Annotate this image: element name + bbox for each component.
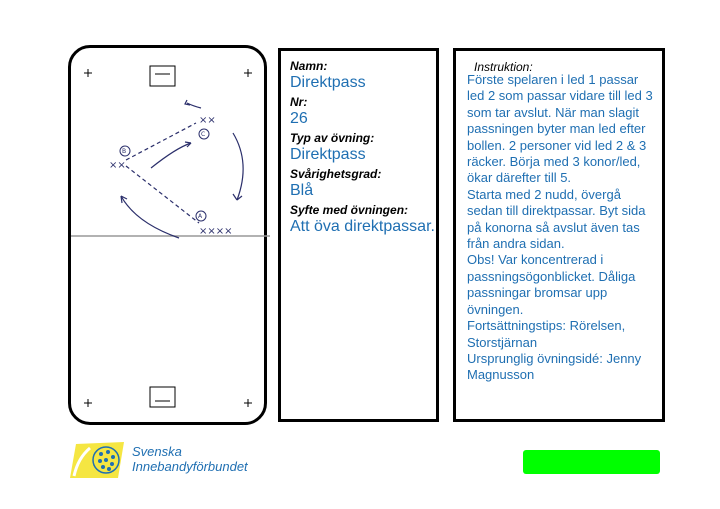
bottom-goal (150, 387, 175, 407)
svg-text:××××: ×××× (199, 226, 233, 237)
drill-lines (109, 100, 243, 238)
position-markers (120, 129, 209, 221)
rink-diagram (68, 45, 267, 425)
corner-marks (84, 69, 252, 407)
type-value: Direktpass (290, 146, 366, 163)
name-value: Direktpass (290, 74, 366, 91)
svg-text:A: A (198, 213, 203, 220)
drill-info-panel (278, 48, 439, 422)
svg-text:××: ×× (109, 160, 126, 171)
svg-text:××: ×× (199, 115, 216, 126)
instructions-panel (453, 48, 665, 422)
instruction-paragraph: Fortsättningstips: Rörelsen, Storstjärnan (467, 318, 626, 350)
purpose-value: Att öva direktpassar. (290, 218, 435, 235)
purpose-label: Syfte med övningen: (290, 203, 409, 217)
instruction-paragraph: Starta med 2 nudd, övergå sedan till direktpassar. Byt sida på konorna så avslut även tas från andra sidan. (467, 186, 646, 252)
nr-value: 26 (290, 110, 308, 127)
top-goal (150, 66, 175, 86)
nr-label: Nr: (290, 95, 308, 109)
instructions-title: Instruktion: (474, 60, 533, 74)
type-label: Typ av övning: (290, 131, 375, 145)
floorball-icon (70, 440, 130, 480)
difficulty-value: Blå (290, 182, 314, 199)
name-label: Namn: (290, 59, 328, 73)
logo-line-2: Innebandyförbundet (132, 459, 248, 474)
svg-text:C: C (201, 131, 206, 138)
instructions-text (467, 72, 656, 384)
federation-logo (70, 440, 270, 480)
logo-line-1: Svenska (132, 444, 182, 459)
instruction-paragraph: Ursprunglig övningsidé: Jenny Magnusson (467, 350, 642, 383)
instruction-paragraph: Obs! Var koncentrerad i passningsögonblicket. Dåliga passningar bromsar upp övningen. (467, 252, 636, 317)
svg-text:B: B (122, 148, 127, 155)
difficulty-label: Svårighetsgrad: (290, 167, 382, 181)
instruction-paragraph: Förste spelaren i led 1 passar led 2 som passar vidare till led 3 som tar avslut. När man slagit passningen byter man led efter bollen. 2 personer vid led 2 & 3 räcker. Börja med 3 konor/led, ökar därefter till 5. (467, 72, 653, 186)
rink-drawing (71, 48, 270, 428)
green-button[interactable] (523, 450, 660, 474)
